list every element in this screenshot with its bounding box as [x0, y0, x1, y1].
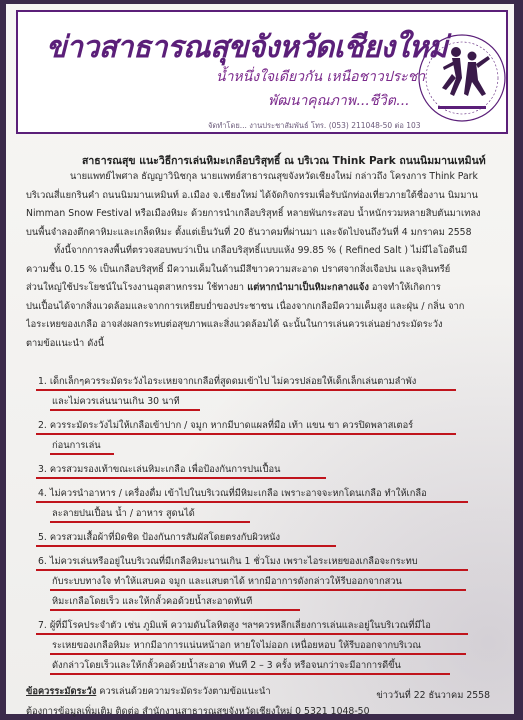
paragraph-line: ความชื้น 0.15 % เป็นเกลือบริสุทธิ์ มีความเค็มในด้านมีสีขาวความสะอาด ปราศจากสิ่งเจือปน และจุลินทรีย์ [26, 263, 451, 275]
emphasis-text: แต่หากนำมาเป็นหิมะกลางแจ้ง [243, 282, 369, 293]
red-underline [50, 653, 466, 655]
rule-2-line-2: ก่อนการเล่น [52, 440, 101, 451]
red-underline [50, 589, 466, 591]
paragraph-1 [26, 168, 492, 242]
rule-7-line-3: ดังกล่าวโดยเร็วและให้กลั้วคอด้วยน้ำสะอาด ทันที 2 – 3 ครั้ง หรือจนกว่าจะมีอาการดีขึ้น [52, 660, 401, 671]
paragraph-line: ปนเปื้อนได้จากสิ่งแวดล้อมและจากการเหยียบย่ำของประชาชน เนื่องจากเกลือมีความเค็มสูง และฝุ่น / กลิ่น จาก [26, 300, 465, 312]
paragraph-line [26, 279, 492, 298]
red-underline [50, 521, 250, 523]
paragraph-2 [26, 242, 492, 353]
paragraph-line: ทั้งนี้จากการลงพื้นที่ตรวจสอบพบว่าเป็น เกลือบริสุทธิ์แบบแห้ง 99.85 % ( Refined Salt ) ไม่มีไอโอดีนมี [54, 245, 468, 256]
header-banner [16, 10, 508, 134]
rule-2-line-1: 2. ควรระมัดระวังไม่ให้เกลือเข้าปาก / จมูก หากมีบาดแผลที่มือ เท้า แขน ขา ควรปิดพลาสเตอร์ [38, 420, 414, 431]
paragraph-line: ไอระเหยของเกลือ อาจส่งผลกระทบต่อสุขภาพและสิ่งแวดล้อมได้ ฉะนั้นในการเล่นควรเล่นอย่างระมัดระวัง [26, 319, 443, 330]
slogan-line-1: น้ำหนึ่งใจเดียวกัน เหนือชาวประชา [216, 69, 426, 85]
red-underline [36, 433, 456, 435]
caution-line [26, 684, 271, 699]
article-headline: สาธารณสุข แนะวิธีการเล่นหิมะเกลือบริสุทธิ์ ณ บริเวณ Think Park ถนนนิมมานเหมินท์ [82, 155, 486, 167]
paragraph-segment: ส่วนใหญ่ใช้ประโยชน์ในโรงงานอุตสาหกรรม ใช้ทางยา [26, 282, 244, 293]
rule-5-line-1: 5. ควรสวมเสื้อผ้าที่มิดชิด ป้องกันการสัมผัสโดยตรงกับผิวหนัง [38, 532, 281, 543]
rule-6-line-1: 6. ไม่ควรเล่นหรืออยู่ในบริเวณที่มีเกลือหิมะนานเกิน 1 ชั่วโมง เพราะไอระเหยของเกลือจะกระทบ [38, 556, 418, 567]
rule-6-line-3: หิมะเกลือโดยเร็ว และให้กลั้วคอด้วยน้ำสะอาดทันที [52, 596, 253, 607]
paragraph-line: บนพื้นจำลองตึกคาหิมะและเกล็ดหิมะ ตั้งแต่เย็นวันที่ 20 ธันวาคมที่ผ่านมา และจัดไปจนถึงวันที่ 4 มกราคม 2558 [26, 226, 472, 238]
rule-1-line-2: และไม่ควรเล่นนานเกิน 30 นาที [52, 396, 180, 407]
paragraph-line: นายแพทย์ไพศาล ธัญญาวินิชกุล นายแพทย์สาธารณสุขจังหวัดเชียงใหม่ กล่าวถึง โครงการ Think Park [70, 171, 478, 182]
rule-4-line-1: 4. ไม่ควรนำอาหาร / เครื่องดื่ม เข้าไปในบริเวณที่มีหิมะเกลือ เพราะอาจจะหกโดนเกลือ ทำให้เกลือ [38, 488, 427, 499]
banner-title: ข่าวสาธารณสุขจังหวัดเชียงใหม่ [46, 31, 448, 64]
red-underline [36, 633, 468, 635]
paragraph-line: ตามข้อแนะนำ ดังนี้ [26, 337, 105, 349]
red-underline [50, 673, 450, 675]
red-underline [36, 569, 468, 571]
rule-6-line-2: กับระบบทางใจ ทำให้แสบคอ จมูก และแสบตาได้ หากมีอาการดังกล่าวให้รีบออกจากสวน [52, 576, 402, 587]
caution-heading: ข้อควรระมัดระวัง [26, 686, 97, 697]
slogan-line-2: พัฒนาคุณภาพ...ชีวิต... [268, 93, 410, 109]
red-underline [36, 501, 468, 503]
rule-3-line-1: 3. ควรสวมรองเท้าขณะเล่นหิมะเกลือ เพื่อป้องกันการปนเปื้อน [38, 464, 281, 475]
red-underline [36, 389, 456, 391]
red-underline [50, 453, 114, 455]
document-sheet [6, 4, 514, 717]
rule-7-line-2: ระเหยของเกลือหิมะ หากมีอาการแน่นหน้าอก หายใจไม่ออก เหนื่อยหอบ ให้รีบออกจากบริเวณ [52, 640, 422, 651]
red-underline [36, 477, 326, 479]
paragraph-line: บริเวณสี่แยกรินคำ ถนนนิมมานเหมินท์ อ.เมือง จ.เชียงใหม่ ได้จัดกิจกรรมเพื่อรับนักท่องเที่ยวภายใต้ชื่องาน นิมมาน [26, 189, 478, 201]
caution-text: ควรเล่นด้วยความระมัดระวังตามข้อแนะนำ [96, 686, 271, 697]
red-underline [50, 409, 200, 411]
rule-7-line-1: 7. ผู้ที่มีโรคประจำตัว เช่น ภูมิแพ้ ความดันโลหิตสูง ฯลฯควรหลีกเลี่ยงการเล่นและอยู่ในบริเวณที่มีไอ [38, 620, 431, 631]
paragraph-line: Nimman Snow Festival หรือเมืองหิมะ ด้วยการนำเกลือบริสุทธิ์ หลายพันกระสอบ น้ำหนักรวมหลายสิบตันมาเทลง [26, 208, 481, 219]
contact-line: ต้องการข้อมูลเพิ่มเติม ติดต่อ สำนักงานสาธารณสุขจังหวัดเชียงใหม่ 0 5321 1048-50 [26, 706, 370, 717]
rule-4-line-2: ละลายปนเปื้อน น้ำ / อาหาร สูดนได้ [52, 508, 195, 519]
red-underline [50, 609, 300, 611]
news-date: ข่าววันที่ 22 ธันวาคม 2558 [376, 690, 490, 701]
banner-contact: จัดทำโดย... งานประชาสัมพันธ์ โทร. (053) 211048-50 ต่อ 103 [208, 121, 421, 130]
rule-1-line-1: 1. เด็กเล็กๆควรระมัดระวังไอระเหยจากเกลือที่สูดดมเข้าไป ไม่ควรปล่อยให้เด็กเล็กเล่นตามลำพัง [38, 376, 417, 387]
runner-logo-icon [416, 26, 508, 130]
red-underline [36, 545, 336, 547]
paragraph-segment: อาจทำให้เกิดการ [368, 282, 441, 293]
